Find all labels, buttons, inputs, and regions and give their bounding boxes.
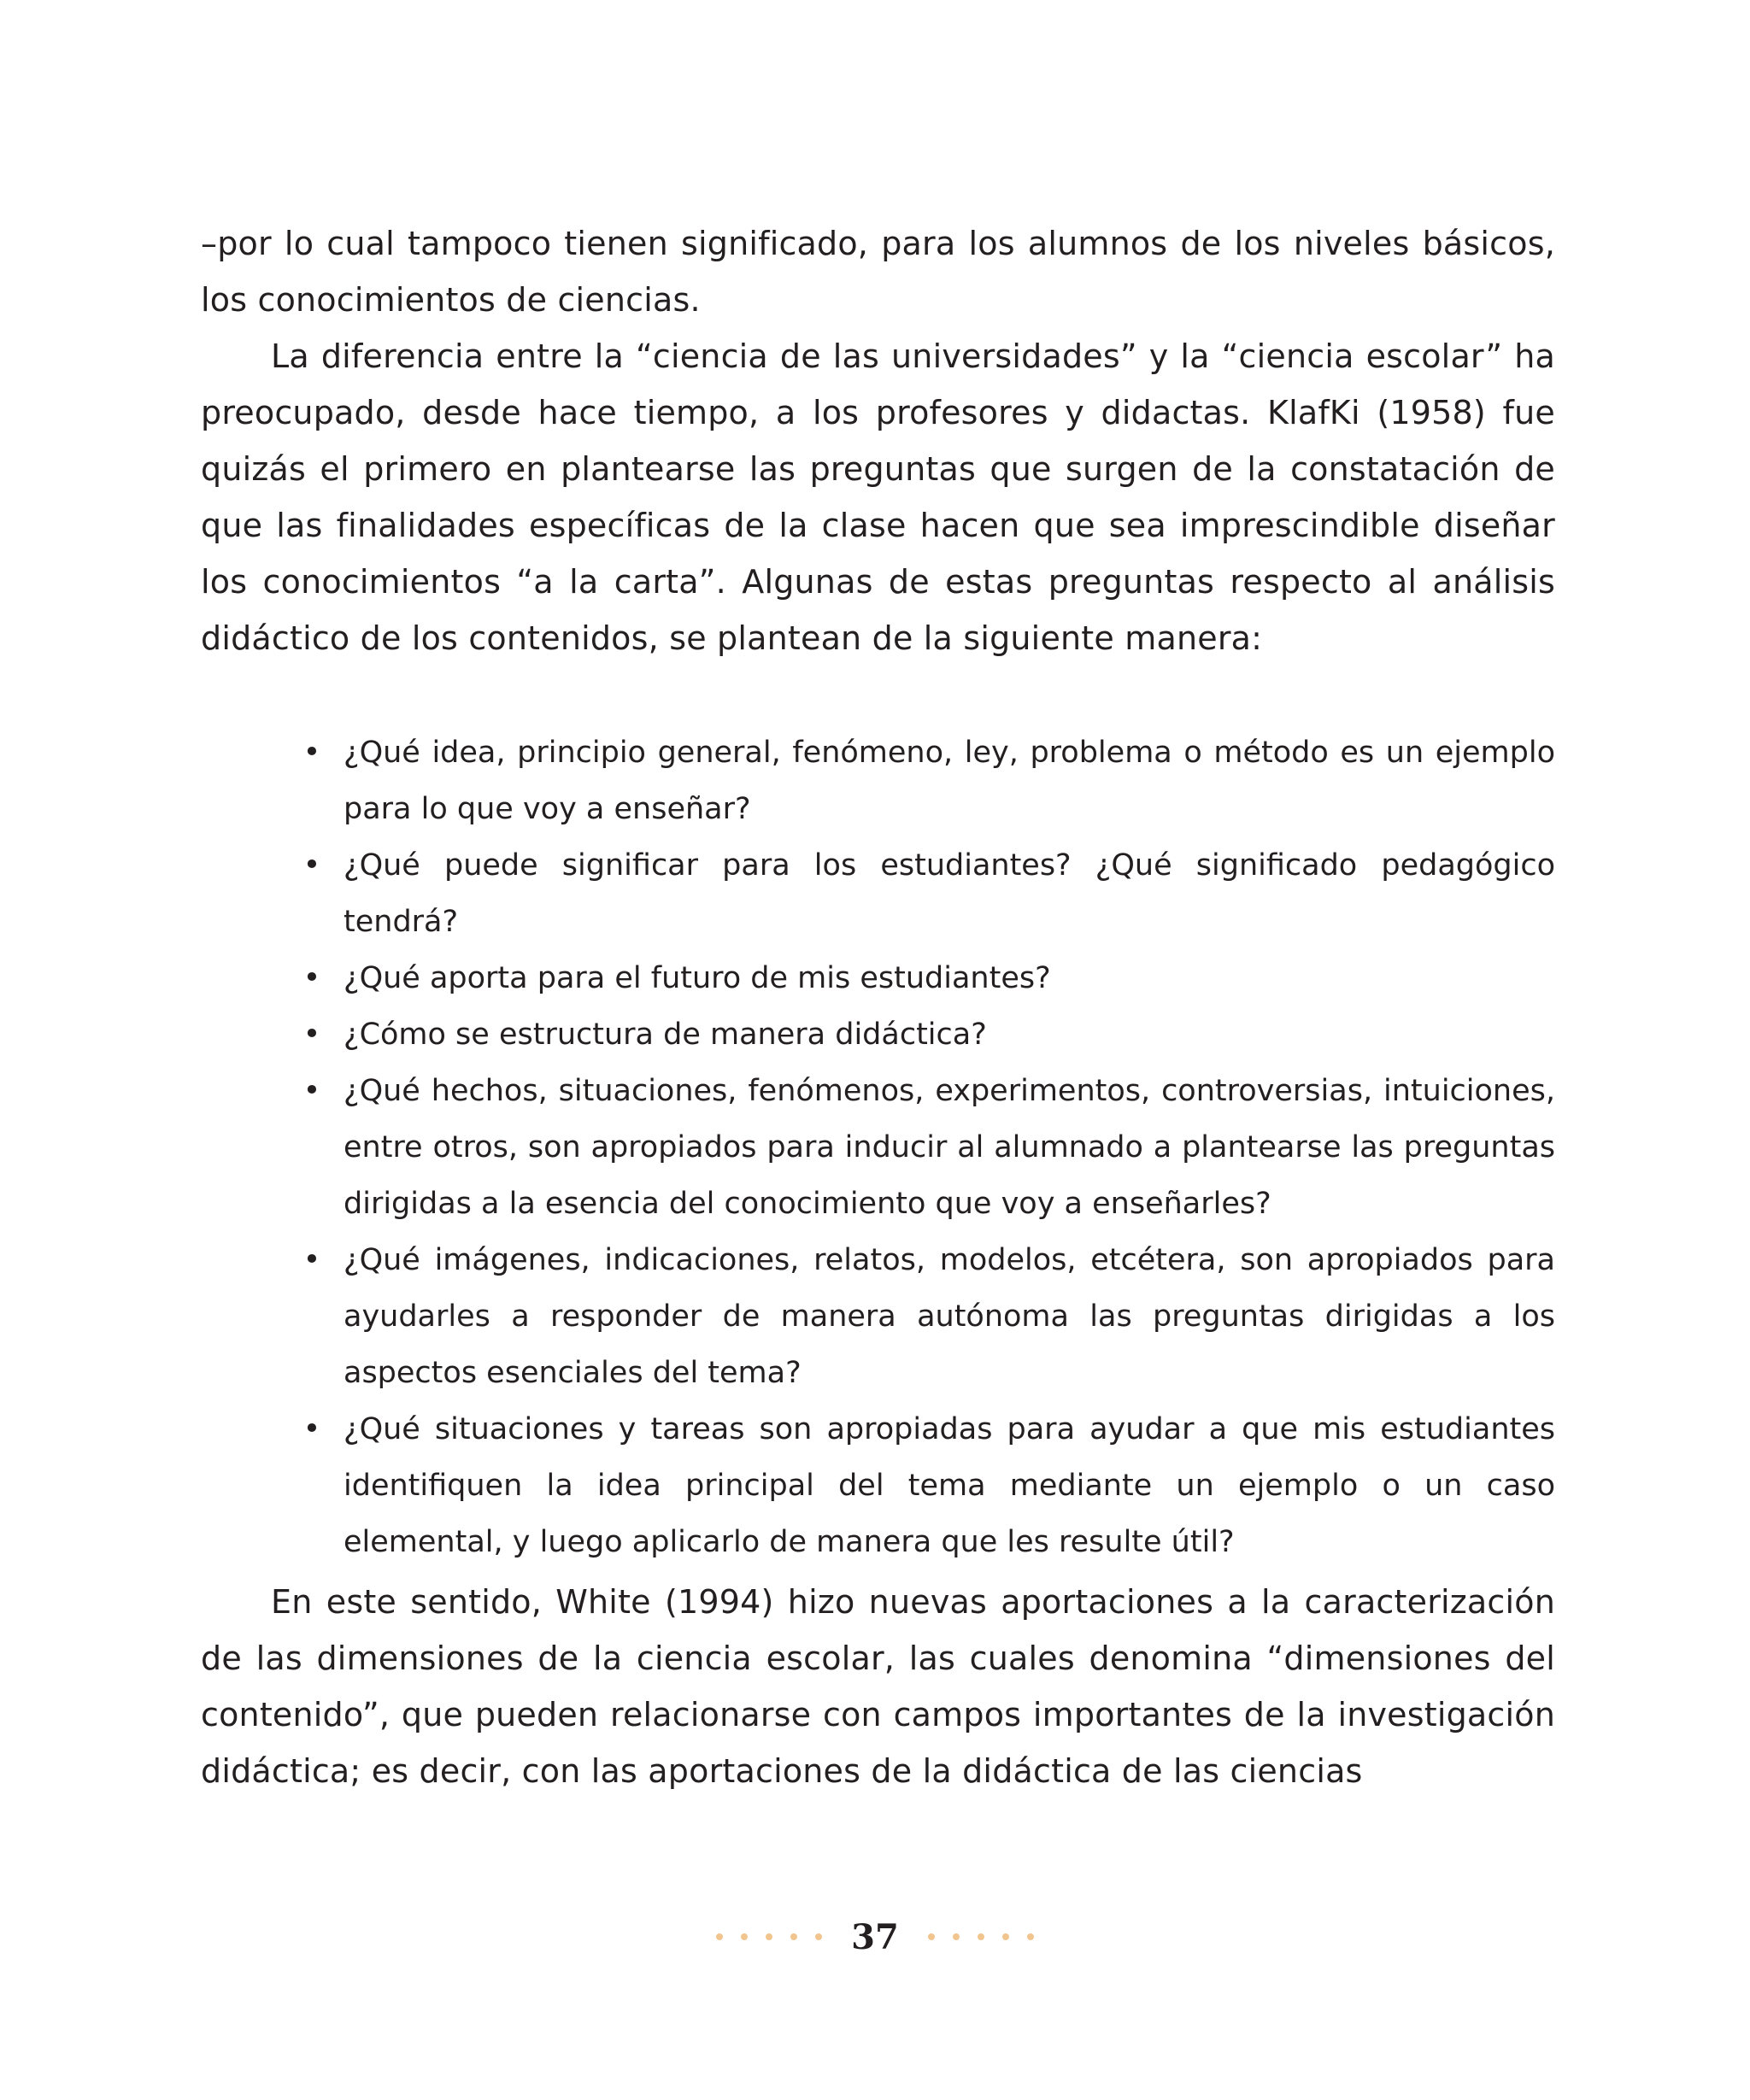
list-item-text: ¿Qué hechos, situaciones, fenómenos, experimentos, controversias, intuiciones, entre otros, son apropiados para inducir al alumnado a plantearse las preguntas dirigidas a la esencia del conocimiento que voy a enseñarles? — [344, 1074, 1555, 1221]
bullet-icon: • — [302, 961, 321, 995]
left-dots — [716, 1933, 822, 1940]
paragraph-klafki — [201, 328, 1555, 666]
dot-icon — [1027, 1933, 1034, 1940]
dot-icon — [790, 1933, 797, 1940]
list-item-text: ¿Cómo se estructura de manera didáctica? — [344, 1018, 987, 1052]
list-item-text: ¿Qué idea, principio general, fenómeno, ley, problema o método es un ejemplo para lo que voy a enseñar? — [344, 736, 1555, 826]
paragraph-white — [201, 1574, 1555, 1799]
dot-icon — [716, 1933, 723, 1940]
right-dots — [928, 1933, 1034, 1940]
list-item — [299, 1006, 1555, 1063]
list-item-text: ¿Qué imágenes, indicaciones, relatos, modelos, etcétera, son apropiados para ayudarles a responder de manera autónoma las preguntas dirigidas a los aspectos esenciales del tema? — [344, 1243, 1555, 1390]
bullet-icon: • — [302, 736, 321, 770]
dot-icon — [1002, 1933, 1009, 1940]
list-item — [299, 837, 1555, 950]
paragraph-text: La diferencia entre la “ciencia de las universidades” y la “ciencia escolar” ha preocupado, desde hace tiempo, a los profesores y didactas. KlafKi (1958) fue quizás el primero en plantearse las preguntas que surgen de la constatación de que las finalidades específicas de la clase hacen que sea imprescindible diseñar los conocimientos “a la carta”. Algunas de estas preguntas respecto al análisis didáctico de los contenidos, se plantean de la siguiente manera: — [201, 337, 1555, 657]
bullet-icon: • — [302, 1243, 321, 1277]
list-item — [299, 1232, 1555, 1401]
bullet-icon: • — [302, 848, 321, 883]
question-list — [299, 724, 1555, 1570]
list-item — [299, 950, 1555, 1006]
bullet-icon: • — [302, 1074, 321, 1108]
list-item-text: ¿Qué situaciones y tareas son apropiadas para ayudar a que mis estudiantes identifiquen la idea principal del tema mediante un ejemplo o un caso elemental, y luego aplicarlo de manera que les resulte útil? — [344, 1412, 1555, 1559]
dot-icon — [766, 1933, 772, 1940]
paragraph-continuation — [201, 215, 1555, 328]
dot-icon — [978, 1933, 984, 1940]
bullet-icon: • — [302, 1412, 321, 1446]
list-item-text: ¿Qué aporta para el futuro de mis estudiantes? — [344, 961, 1051, 995]
paragraph-text: –por lo cual tampoco tienen significado, para los alumnos de los niveles básicos, los conocimientos de ciencias. — [201, 225, 1555, 319]
page-number: 37 — [851, 1916, 899, 1957]
dot-icon — [953, 1933, 960, 1940]
list-item — [299, 1063, 1555, 1232]
paragraph-text: En este sentido, White (1994) hizo nuevas aportaciones a la caracterización de las dimensiones de la ciencia escolar, las cuales denomina “dimensiones del contenido”, que pueden relacionarse con campos importantes de la investigación didáctica; es decir, con las aportaciones de la didáctica de las ciencias — [201, 1583, 1555, 1790]
list-item — [299, 724, 1555, 837]
list-item-text: ¿Qué puede significar para los estudiantes? ¿Qué significado pedagógico tendrá? — [344, 848, 1555, 939]
list-item — [299, 1401, 1555, 1570]
bullet-icon: • — [302, 1018, 321, 1052]
page-footer — [0, 1907, 1750, 1967]
dot-icon — [928, 1933, 935, 1940]
dot-icon — [741, 1933, 748, 1940]
dot-icon — [815, 1933, 822, 1940]
